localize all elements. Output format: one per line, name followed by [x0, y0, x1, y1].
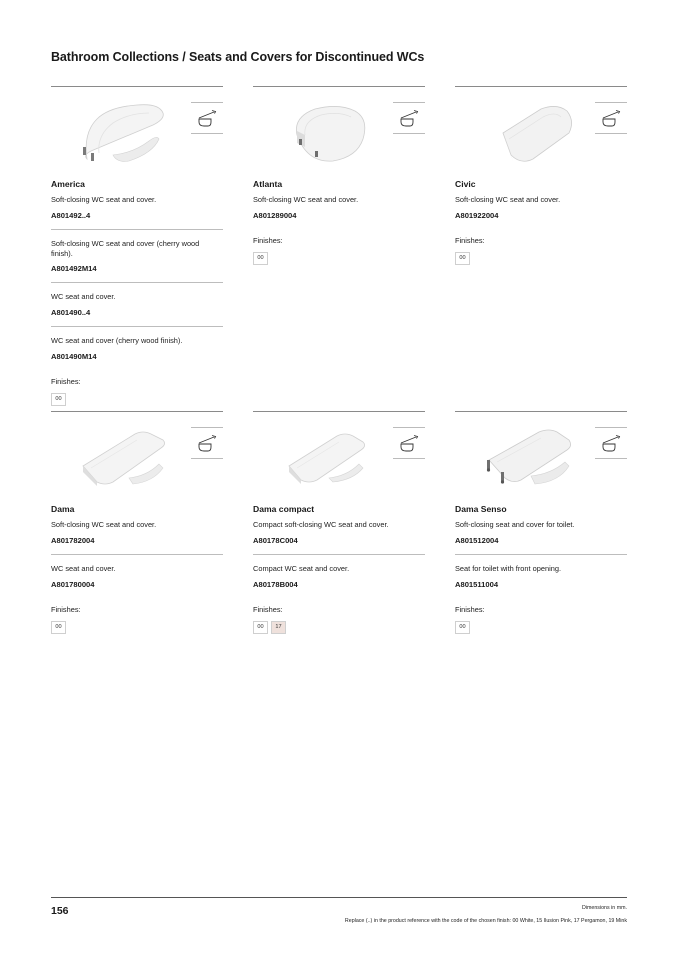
soft-close-icon: [393, 427, 425, 459]
seat-cover-image: [73, 420, 169, 490]
product-code: A80178C004: [253, 535, 298, 545]
variant-description: Soft-closing seat and cover for toilet.: [455, 520, 575, 529]
soft-close-icon: [393, 102, 425, 134]
product-dama: [51, 411, 223, 634]
variant: [253, 190, 425, 221]
product-name: Civic: [455, 179, 476, 189]
finishes-label: Finishes:: [253, 235, 283, 245]
product-code: A801492..4: [51, 210, 91, 220]
finish-swatch: 00: [455, 621, 470, 634]
product-name: America: [51, 179, 85, 189]
product-civic: [455, 86, 627, 265]
product-code: A801511004: [455, 579, 499, 589]
variant: [455, 554, 627, 590]
variant: [51, 554, 223, 590]
product-code: A801512004: [455, 535, 499, 545]
product-dama-senso: [455, 411, 627, 634]
product-code: A801490M14: [51, 351, 97, 361]
product-america: [51, 86, 223, 406]
product-name: Dama compact: [253, 504, 315, 514]
variant: [253, 515, 425, 546]
seat-cover-image: [477, 95, 573, 165]
variant-description: WC seat and cover.: [51, 563, 116, 573]
product-code: A801492M14: [51, 264, 97, 274]
soft-close-icon: [595, 102, 627, 134]
finish-swatch: 00: [253, 621, 268, 634]
variant: [51, 190, 223, 221]
finishes-label: Finishes:: [253, 604, 283, 614]
variant-description: WC seat and cover (cherry wood finish).: [51, 336, 183, 346]
product-code: A80178B004: [253, 579, 298, 589]
variant-description: Seat for toilet with front opening.: [455, 563, 561, 573]
finish-swatch: 00: [455, 252, 470, 265]
dimensions-note: Dimensions in mm.: [581, 905, 627, 911]
product-code: A801780004: [51, 579, 95, 589]
finish-swatch: 00: [253, 252, 268, 265]
page-number: 156: [51, 905, 69, 917]
product-image-area: [253, 87, 425, 173]
finish-swatches: [253, 252, 425, 265]
variant-description: Compact soft-closing WC seat and cover.: [253, 520, 389, 529]
product-image-area: [51, 412, 223, 498]
finish-swatch: 00: [51, 393, 66, 406]
variant-description: Soft-closing WC seat and cover.: [51, 195, 157, 204]
product-code: A801782004: [51, 535, 95, 545]
soft-close-icon: [595, 427, 627, 459]
product-atlanta: [253, 86, 425, 265]
finish-swatches: [51, 393, 223, 406]
product-code: A801289004: [253, 210, 297, 220]
seat-cover-image: [73, 95, 169, 165]
variant: [455, 515, 627, 546]
product-name: Atlanta: [253, 179, 283, 189]
variant: [455, 190, 627, 221]
product-name: Dama: [51, 504, 75, 514]
finishes-label: Finishes:: [51, 604, 81, 614]
finishes-label: Finishes:: [455, 235, 485, 245]
footer-divider: [51, 897, 627, 898]
finish-swatch: 17: [271, 621, 286, 634]
soft-close-icon: [191, 102, 223, 134]
soft-close-icon: [191, 427, 223, 459]
seat-cover-image: [477, 420, 573, 490]
variant-description: Soft-closing WC seat and cover.: [455, 195, 561, 204]
product-image-area: [51, 87, 223, 173]
variant-description: Soft-closing WC seat and cover.: [253, 195, 359, 204]
replace-note: Replace (..) in the product reference with the code of the chosen finish: 00 White, 15 Ilusion Pink, 17 Pergamon, 19 Mink: [344, 918, 627, 924]
variant-description: Soft-closing WC seat and cover.: [51, 520, 157, 529]
finish-swatches: [455, 252, 627, 265]
variant-description: WC seat and cover.: [51, 292, 116, 302]
variant: [51, 326, 223, 362]
variant-description: Compact WC seat and cover.: [253, 563, 350, 573]
variant: [51, 229, 223, 275]
finishes-label: Finishes:: [455, 604, 485, 614]
seat-cover-image: [275, 95, 371, 165]
finish-swatch: 00: [51, 621, 66, 634]
product-image-area: [455, 87, 627, 173]
product-name: Dama Senso: [455, 504, 507, 514]
finish-swatches: [51, 621, 223, 634]
finish-swatches: [253, 621, 425, 634]
variant-description: Soft-closing WC seat and cover (cherry wood finish).: [51, 238, 200, 258]
product-image-area: [253, 412, 425, 498]
finish-swatches: [455, 621, 627, 634]
product-dama-compact: [253, 411, 425, 634]
page-title: Bathroom Collections / Seats and Covers for Discontinued WCs: [51, 50, 425, 64]
variant: [51, 282, 223, 318]
finishes-label: Finishes:: [51, 376, 81, 386]
product-code: A801490..4: [51, 308, 91, 318]
product-image-area: [455, 412, 627, 498]
product-code: A801922004: [455, 210, 499, 220]
variant: [51, 515, 223, 546]
seat-cover-image: [275, 420, 371, 490]
variant: [253, 554, 425, 590]
